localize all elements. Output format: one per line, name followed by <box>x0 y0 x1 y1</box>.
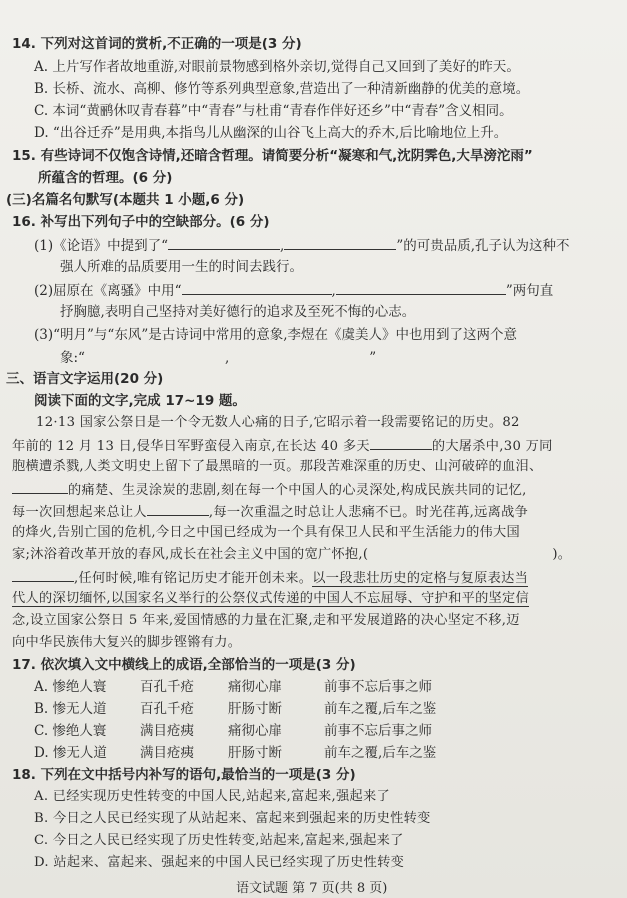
page-footer: 语文试题 第 7 页(共 8 页) <box>236 881 388 896</box>
passage-line: 的痛楚、生灵涂炭的悲剧,刻在每一个中国人的心灵深处,构成民族共同的记忆, <box>12 479 527 501</box>
answer-blank[interactable] <box>370 435 432 450</box>
passage-line: 向中华民族伟大复兴的脚步铿锵有力。 <box>12 635 242 650</box>
underlined-sentence: 以一段悲壮历史的定格与复原表达当 <box>312 571 529 586</box>
passage-line <box>12 589 529 609</box>
answer-blank[interactable] <box>182 280 332 295</box>
section-recitation-heading: (三)名篇名句默写(本题共 1 小题,6 分) <box>6 192 245 208</box>
q16-item-1: (1)《论语》中提到了“ , ”的可贵品质,孔子认为这种不 <box>34 235 570 256</box>
answer-blank[interactable] <box>229 347 369 362</box>
q18-option-c: C. 今日之人民已经实现了历史性转变,站起来,富起来,强起来了 <box>34 833 404 848</box>
answer-blank[interactable] <box>85 347 225 362</box>
q18-option-b: B. 今日之人民已经实现了从站起来、富起来到强起来的历史性转变 <box>34 811 431 826</box>
section-language-heading: 三、语言文字运用(20 分) <box>6 371 164 387</box>
answer-blank[interactable] <box>284 235 396 250</box>
q15-stem-cont: 所蕴含的哲理。(6 分) <box>38 170 173 186</box>
passage-line: 胞横遭杀戮,人类文明史上留下了最黑暗的一页。那段苦难深重的历史、山河破碎的血泪、 <box>12 459 543 474</box>
q14-option-d: D. “出谷迁乔”是用典,本指鸟儿从幽深的山谷飞上高大的乔木,后比喻地位上升。 <box>34 125 508 141</box>
q18-option-d: D. 站起来、富起来、强起来的中国人民已经实现了历史性转变 <box>34 855 405 870</box>
q14-option-b: B. 长桥、流水、高柳、修竹等系列典型意象,营造出了一种清新幽静的优美的意境。 <box>34 81 530 97</box>
q16-stem: 16. 补写出下列句子中的空缺部分。(6 分) <box>12 214 270 230</box>
reading-instruction: 阅读下面的文字,完成 17~19 题。 <box>34 393 246 409</box>
passage-line: 的烽火,告别亡国的危机,今日之中国已经成为一个具有保卫人民和平生活能力的伟大国 <box>12 525 521 540</box>
q14-option-c: C. 本词“黄鹂休叹青春暮”中“青春”与杜甫“青春作伴好还乡”中“青春”含义相同。 <box>34 103 513 119</box>
q16-item-2-cont: 抒胸臆,表明自己坚持对美好德行的追求及至死不悔的心志。 <box>60 304 416 320</box>
q16-item-3: (3)“明月”与“东风”是古诗词中常用的意象,李煜在《虞美人》中也用到了这两个意 <box>34 327 518 343</box>
q14-stem: 14. 下列对这首词的赏析,不正确的一项是(3 分) <box>12 36 302 52</box>
q17-option-c: C. 惨绝人寰 满目疮痍 痛彻心扉 前事不忘后事之师 <box>34 723 432 739</box>
q17-option-a: A. 惨绝人寰 百孔千疮 痛彻心扉 前事不忘后事之师 <box>34 679 432 695</box>
q16-item-1-cont: 强人所难的品质要用一生的时间去践行。 <box>60 259 303 275</box>
underlined-sentence: 代人的深切缅怀,以国家名义举行的公祭仪式传递的中国人不忘屈辱、守护和平的坚定信 <box>12 591 530 606</box>
q15-stem: 15. 有些诗词不仅饱含诗情,还暗含哲理。请简要分析“凝寒和气,沈阴霁色,大旱滂沱雨” <box>12 148 533 164</box>
q17-option-d: D. 惨无人道 满目疮痍 肝肠寸断 前车之覆,后车之鉴 <box>34 745 437 761</box>
answer-blank[interactable] <box>168 235 280 250</box>
answer-blank[interactable] <box>336 280 506 295</box>
passage-line: ,任何时候,唯有铭记历史才能开创未来。以一段悲壮历史的定格与复原表达当 <box>12 567 528 589</box>
q18-stem: 18. 下列在文中括号内补写的语句,最恰当的一项是(3 分) <box>12 767 356 783</box>
q16-item-2: (2)屈原在《离骚》中用“ , ”两句直 <box>34 280 553 301</box>
passage-line: 每一次回想起来总让人 ,每一次重温之时总让人悲痛不已。时光荏苒,远离战争 <box>12 501 528 523</box>
passage-line: 年前的 12 月 13 日,侵华日军野蛮侵入南京,在长达 40 多天 的大屠杀中,30 万同 <box>12 435 553 457</box>
q16-item-3-cont: 象:“ , ” <box>60 347 376 368</box>
q17-stem: 17. 依次填入文中横线上的成语,全部恰当的一项是(3 分) <box>12 657 356 673</box>
q14-option-a: A. 上片写作者故地重游,对眼前景物感到格外亲切,觉得自己又回到了美好的昨天。 <box>34 59 520 75</box>
passage-line: 12·13 国家公祭日是一个令无数人心痛的日子,它昭示着一段需要铭记的历史。82 <box>36 415 520 430</box>
q18-option-a: A. 已经实现历史性转变的中国人民,站起来,富起来,强起来了 <box>34 789 390 804</box>
answer-blank[interactable] <box>12 479 68 494</box>
q17-option-b: B. 惨无人道 百孔千疮 肝肠寸断 前车之覆,后车之鉴 <box>34 701 437 717</box>
passage-line: 念,设立国家公祭日 5 年来,爱国情感的力量在汇聚,走和平发展道路的决心坚定不移,迈 <box>12 613 520 628</box>
answer-blank[interactable] <box>12 567 74 582</box>
answer-blank[interactable] <box>147 501 209 516</box>
passage-line: 家;沐浴着改革开放的春风,成长在社会主义中国的宽广怀抱,( )。 <box>12 547 572 562</box>
